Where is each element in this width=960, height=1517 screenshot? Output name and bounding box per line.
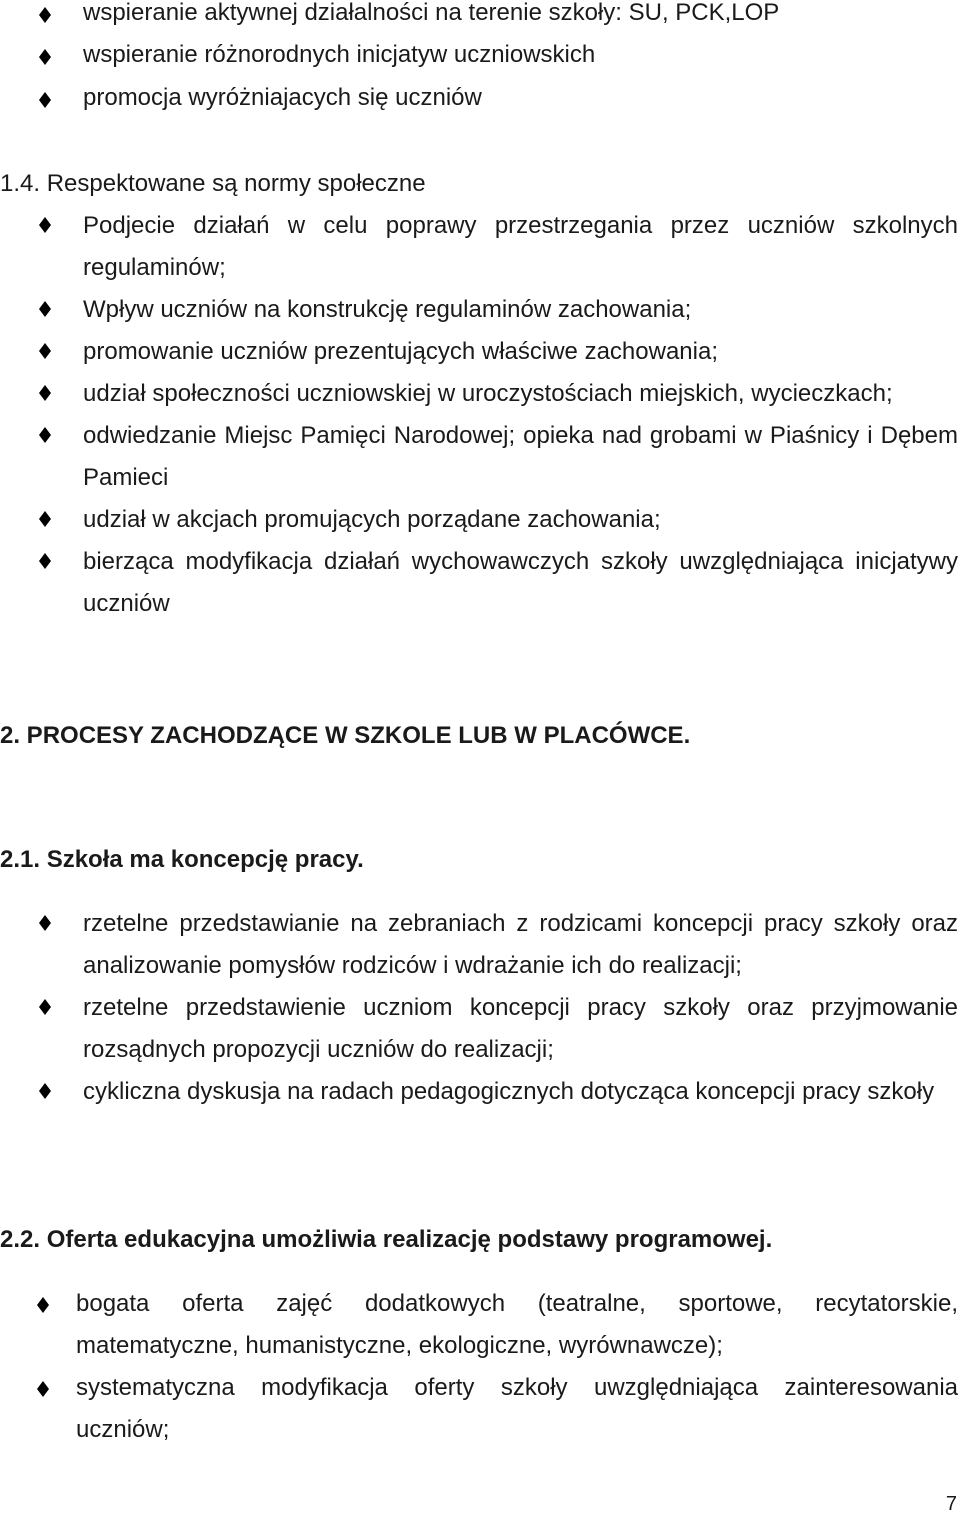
diamond-bullet-icon xyxy=(38,6,52,24)
diamond-bullet-icon xyxy=(38,216,52,234)
subsection-1-4 xyxy=(0,164,960,205)
diamond-bullet-icon xyxy=(36,1296,50,1314)
list-item-text: odwiedzanie Miejsc Pamięci Narodowej; opieka nad grobami w Piaśnicy i Dębem Pamieci xyxy=(83,422,958,491)
list-item xyxy=(0,0,960,31)
top-list xyxy=(0,0,960,116)
list-item-text: udział społeczności uczniowskiej w uroczystościach miejskich, wycieczkach; xyxy=(83,380,893,407)
page-number: 7 xyxy=(945,1493,957,1515)
section-heading: 2. PROCESY ZACHODZĄCE W SZKOLE LUB W PLACÓWCE. xyxy=(0,722,691,749)
list-2-1 xyxy=(0,903,960,1113)
diamond-bullet-icon xyxy=(38,510,52,528)
diamond-bullet-icon xyxy=(38,91,52,109)
diamond-bullet-icon xyxy=(38,384,52,402)
subsection-heading: 2.2. Oferta edukacyjna umożliwia realizację podstawy programowej. xyxy=(0,1226,773,1253)
list-item-text: Podjecie działań w celu poprawy przestrzegania przez uczniów szkolnych regulaminów; xyxy=(83,212,958,281)
list-item xyxy=(0,289,960,331)
diamond-bullet-icon xyxy=(36,1380,50,1398)
list-item xyxy=(0,1367,960,1451)
list-2-2 xyxy=(0,1283,960,1451)
list-item-text: rzetelne przedstawienie uczniom koncepcji pracy szkoły oraz przyjmowanie rozsądnych propozycji uczniów do realizacji; xyxy=(83,994,958,1063)
list-item xyxy=(0,205,960,289)
list-item-text: rzetelne przedstawianie na zebraniach z rodzicami koncepcji pracy szkoły oraz analizowanie pomysłów rodziców i wdrażanie ich do realizacji; xyxy=(83,910,958,979)
diamond-bullet-icon xyxy=(38,426,52,444)
subsection-2-2 xyxy=(0,1226,960,1254)
list-item-text: systematyczna modyfikacja oferty szkoły uwzględniająca zainteresowania uczniów; xyxy=(76,1374,958,1443)
diamond-bullet-icon xyxy=(38,48,52,66)
diamond-bullet-icon xyxy=(38,300,52,318)
subsection-heading: 1.4. Respektowane są normy społeczne xyxy=(0,170,426,197)
diamond-bullet-icon xyxy=(38,1082,52,1100)
diamond-bullet-icon xyxy=(38,342,52,360)
list-item-text: cykliczna dyskusja na radach pedagogicznych dotycząca koncepcji pracy szkoły xyxy=(83,1078,935,1105)
subsection-2-1 xyxy=(0,846,960,874)
list-item xyxy=(0,373,960,415)
list-item-text: bierząca modyfikacja działań wychowawczych szkoły uwzględniająca inicjatywy uczniów xyxy=(83,548,958,617)
section-2 xyxy=(0,722,960,750)
list-item xyxy=(0,987,960,1071)
list-item xyxy=(0,331,960,373)
diamond-bullet-icon xyxy=(38,914,52,932)
list-item xyxy=(0,903,960,987)
list-item-text: udział w akcjach promujących porządane zachowania; xyxy=(83,506,661,533)
list-item-text: promowanie uczniów prezentujących właściwe zachowania; xyxy=(83,338,718,365)
list-item-text: Wpływ uczniów na konstrukcję regulaminów zachowania; xyxy=(83,296,692,323)
diamond-bullet-icon xyxy=(38,552,52,570)
list-item-text: wspieranie aktywnej działalności na terenie szkoły: SU, PCK,LOP xyxy=(83,0,780,26)
list-item xyxy=(0,499,960,541)
list-item-text: bogata oferta zajęć dodatkowych (teatralne, sportowe, recytatorskie, matematyczne, humanistyczne, ekologiczne, wyrównawcze); xyxy=(76,1290,958,1359)
list-item-text: wspieranie różnorodnych inicjatyw uczniowskich xyxy=(83,41,596,69)
list-item xyxy=(0,1071,960,1113)
list-item xyxy=(0,541,960,625)
list-item xyxy=(0,1283,960,1367)
subsection-heading: 2.1. Szkoła ma koncepcję pracy. xyxy=(0,846,364,873)
list-item xyxy=(0,80,960,116)
list-item-text: promocja wyróżniajacych się uczniów xyxy=(83,83,482,111)
list-item xyxy=(0,415,960,499)
list-1-4 xyxy=(0,205,960,625)
diamond-bullet-icon xyxy=(38,998,52,1016)
list-item xyxy=(0,37,960,73)
